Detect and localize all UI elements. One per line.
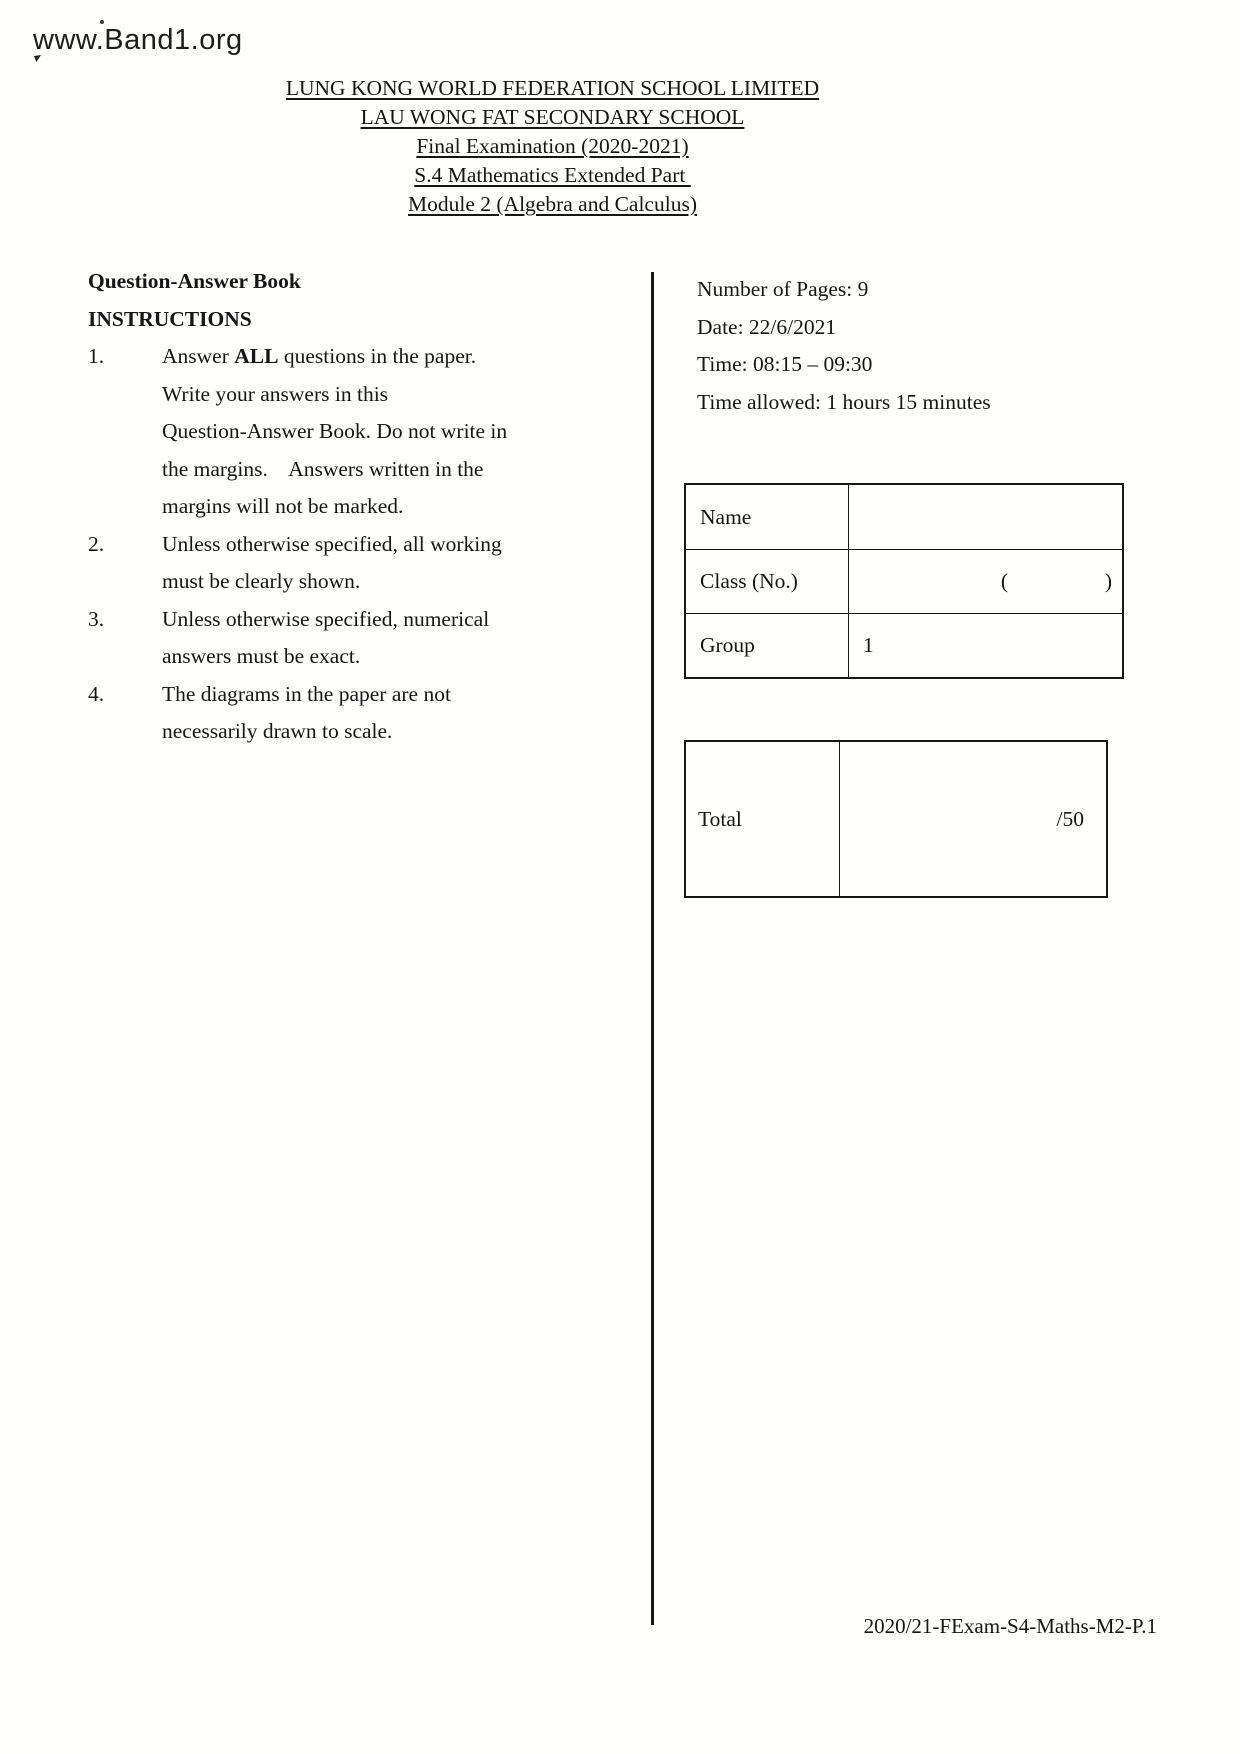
- school-header: [0, 74, 1105, 219]
- instruction-line: necessarily drawn to scale.: [162, 719, 393, 743]
- header-line-school-limited: LUNG KONG WORLD FEDERATION SCHOOL LIMITED: [285, 76, 820, 100]
- instruction-number: 3.: [88, 606, 105, 631]
- name-label: Name: [700, 504, 752, 529]
- watermark-url: www.Band1.org: [33, 24, 243, 56]
- exam-info-section: [697, 271, 991, 421]
- instruction-line: margins will not be marked.: [162, 494, 404, 518]
- instruction-number: 4.: [88, 681, 105, 706]
- instruction-line: The diagrams in the paper are not: [162, 681, 451, 706]
- header-line-subject: S.4 Mathematics Extended Part: [414, 163, 691, 187]
- instruction-line: Question-Answer Book. Do not write in: [162, 419, 508, 443]
- instructions-heading: INSTRUCTIONS: [88, 306, 252, 331]
- instruction-item-3: [88, 601, 628, 676]
- instruction-line: Unless otherwise specified, numerical: [162, 606, 490, 631]
- instruction-text: [162, 676, 628, 751]
- question-answer-book-title: Question-Answer Book: [88, 269, 301, 293]
- scan-speck-icon: [34, 55, 41, 62]
- instruction-text: [162, 526, 628, 601]
- instruction-line: Answer ALL questions in the paper.: [162, 344, 477, 368]
- instructions-section: [88, 263, 628, 751]
- number-of-pages: Number of Pages: 9: [697, 277, 869, 301]
- exam-date: Date: 22/6/2021: [697, 314, 837, 339]
- instruction-text: [162, 601, 628, 676]
- instruction-line: the margins. Answers written in the: [162, 456, 484, 481]
- exam-time: Time: 08:15 – 09:30: [697, 352, 873, 376]
- instruction-number: 2.: [88, 531, 105, 556]
- class-no-field[interactable]: ( ): [848, 549, 1122, 613]
- header-line-secondary-school: LAU WONG FAT SECONDARY SCHOOL: [360, 105, 745, 129]
- instruction-number: 1.: [88, 344, 105, 368]
- header-line-module: Module 2 (Algebra and Calculus): [408, 192, 697, 216]
- total-label: Total: [698, 806, 742, 831]
- class-no-label: Class (No.): [686, 549, 848, 613]
- instruction-item-1: [88, 338, 628, 526]
- group-field[interactable]: 1: [848, 613, 1122, 677]
- name-field[interactable]: [848, 485, 1122, 549]
- instruction-line: Write your answers in this: [162, 381, 389, 406]
- instruction-line: must be clearly shown.: [162, 569, 361, 593]
- total-score-field[interactable]: /50: [839, 742, 1106, 896]
- time-allowed: Time allowed: 1 hours 15 minutes: [697, 389, 991, 414]
- instruction-item-2: [88, 526, 628, 601]
- scan-speck-icon: [100, 20, 104, 24]
- total-score-table: [684, 740, 1108, 898]
- column-divider: [651, 272, 654, 1625]
- student-info-table: [684, 483, 1124, 679]
- instruction-line: answers must be exact.: [162, 644, 361, 668]
- instruction-line: Unless otherwise specified, all working: [162, 531, 502, 556]
- instruction-text: [162, 338, 628, 526]
- header-line-exam-title: Final Examination (2020-2021): [416, 134, 689, 158]
- instruction-item-4: [88, 676, 628, 751]
- group-label: Group: [686, 613, 848, 677]
- page-reference: 2020/21-FExam-S4-Maths-M2-P.1: [863, 1614, 1157, 1638]
